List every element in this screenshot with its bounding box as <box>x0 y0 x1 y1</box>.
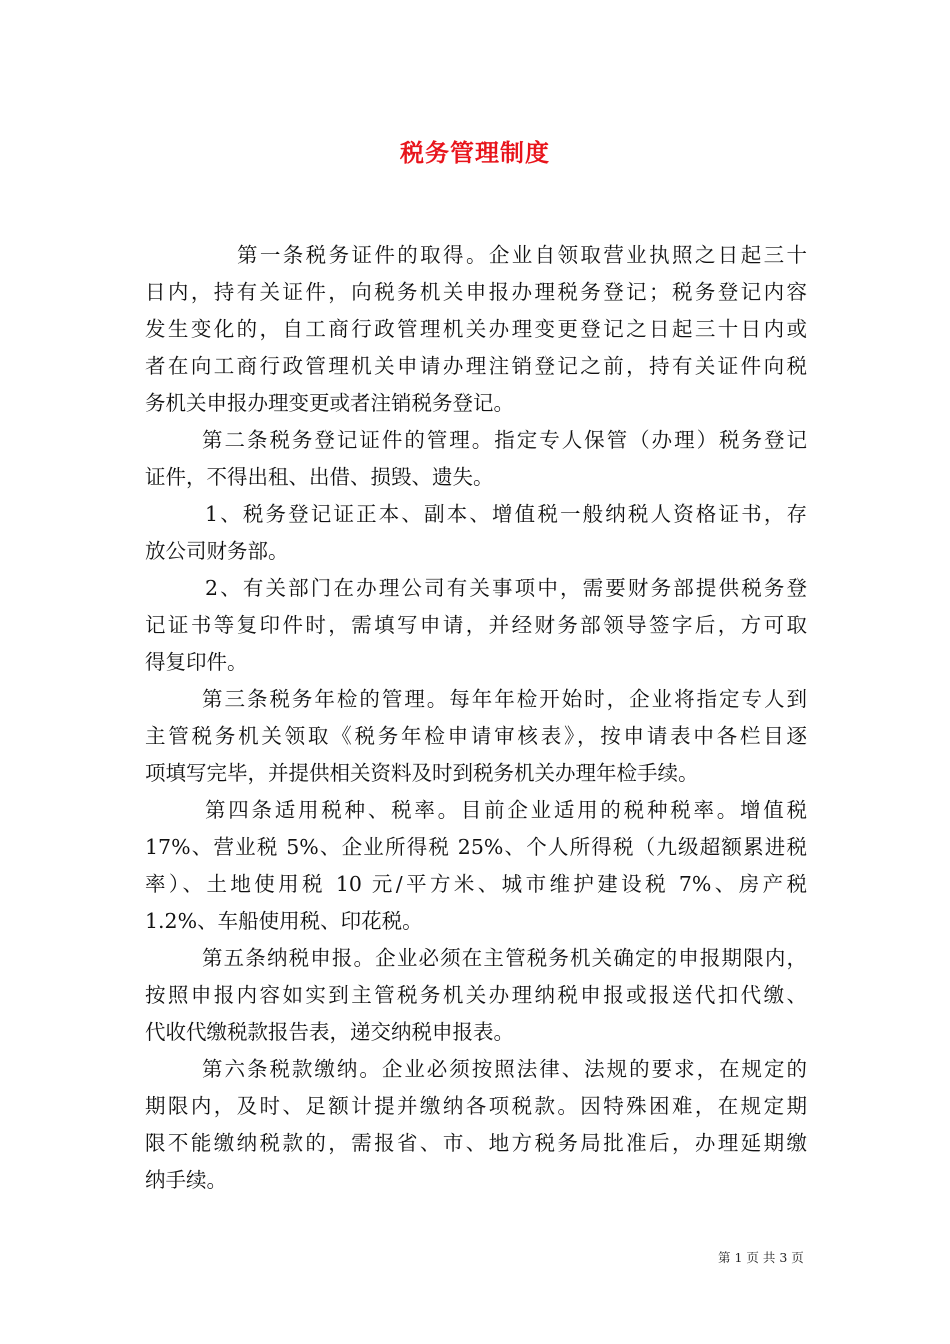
text-line: 第三条税务年检的管理。每年年检开始时，企业将指定专人到 <box>202 687 807 711</box>
text-line: 代收代缴税款报告表，递交纳税申报表。 <box>145 1020 514 1044</box>
text-line: 证件，不得出租、出借、损毁、遗失。 <box>145 465 494 489</box>
text-line: 主管税务机关领取《税务年检申请审核表》，按申请表中各栏目逐 <box>145 724 807 748</box>
text-line: 1、税务登记证正本、副本、增值税一般纳税人资格证书，存 <box>205 502 807 526</box>
text-line: 第五条纳税申报。企业必须在主管税务机关确定的申报期限内， <box>202 946 807 970</box>
text-line: 第二条税务登记证件的管理。指定专人保管（办理）税务登记 <box>202 428 807 452</box>
text-line: 纳手续。 <box>145 1168 227 1192</box>
text-line: 务机关申报办理变更或者注销税务登记。 <box>145 391 514 415</box>
text-line: 第一条税务证件的取得。企业自领取营业执照之日起三十 <box>237 243 807 267</box>
text-line: 2、有关部门在办理公司有关事项中，需要财务部提供税务登 <box>205 576 807 600</box>
paragraph <box>145 940 807 1051</box>
text-line: 放公司财务部。 <box>145 539 289 563</box>
paragraph <box>145 422 807 496</box>
paragraph <box>145 1051 807 1199</box>
paragraph <box>145 496 807 570</box>
text-line: 项填写完毕，并提供相关资料及时到税务机关办理年检手续。 <box>145 761 699 785</box>
text-line: 记证书等复印件时，需填写申请，并经财务部领导签字后，方可取 <box>145 613 807 637</box>
document-title: 税务管理制度 <box>400 138 550 167</box>
document-body <box>145 237 807 1199</box>
text-line: 第六条税款缴纳。企业必须按照法律、法规的要求，在规定的 <box>202 1057 807 1081</box>
paragraph <box>145 570 807 681</box>
paragraph <box>145 792 807 940</box>
paragraph <box>145 237 807 422</box>
text-line: 限不能缴纳税款的，需报省、市、地方税务局批准后，办理延期缴 <box>145 1131 807 1155</box>
text-line: 者在向工商行政管理机关申请办理注销登记之前，持有关证件向税 <box>145 354 807 378</box>
text-line: 日内，持有关证件，向税务机关申报办理税务登记；税务登记内容 <box>145 280 807 304</box>
text-line: 发生变化的，自工商行政管理机关办理变更登记之日起三十日内或 <box>145 317 807 341</box>
page-number: 第 1 页 共 3 页 <box>718 1250 804 1265</box>
text-line: 期限内，及时、足额计提并缴纳各项税款。因特殊困难，在规定期 <box>145 1094 807 1118</box>
text-line: 按照申报内容如实到主管税务机关办理纳税申报或报送代扣代缴、 <box>145 983 807 1007</box>
text-line: 第四条适用税种、税率。目前企业适用的税种税率。增值税 <box>205 798 807 822</box>
text-line: 得复印件。 <box>145 650 248 674</box>
paragraph <box>145 681 807 792</box>
text-line: 1.2%、车船使用税、印花税。 <box>145 909 423 933</box>
text-line: 17%、营业税 5%、企业所得税 25%、个人所得税（九级超额累进税 <box>145 835 807 859</box>
text-line: 率）、土地使用税 10 元/平方米、城市维护建设税 7%、房产税 <box>145 872 807 896</box>
